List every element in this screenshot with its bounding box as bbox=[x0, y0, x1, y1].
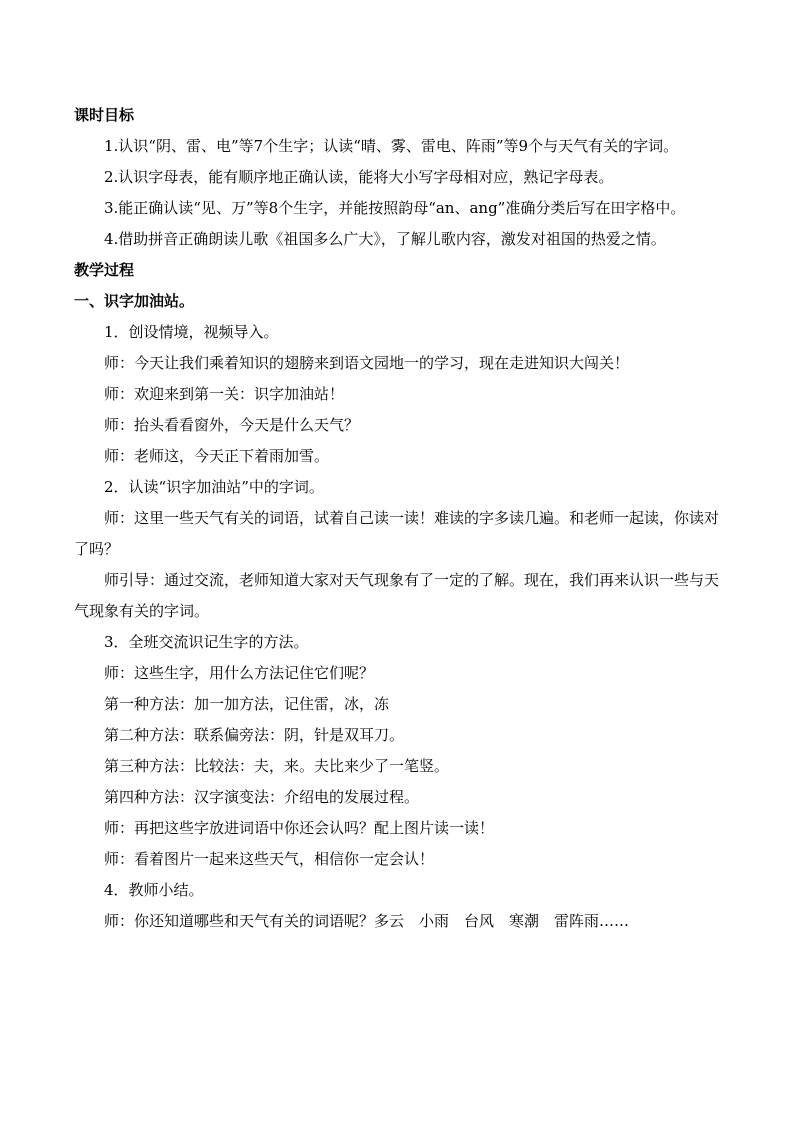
goal-item: 4.借助拼音正确朗读儿歌《祖国多么广大》，了解儿歌内容，激发对祖国的热爱之情。 bbox=[104, 230, 666, 248]
step-line: 师：抬头看看窗外，今天是什么天气？ bbox=[104, 416, 360, 434]
section-title-process: 教学过程 bbox=[74, 261, 135, 279]
step-line: 师：这里一些天气有关的词语，试着自己读一读！难读的字多读几遍。和老师一起读，你读对了吗？ bbox=[74, 509, 720, 558]
document-page bbox=[74, 100, 724, 937]
step-line: 师：再把这些字放进词语中你还会认吗？配上图片读一读！ bbox=[104, 819, 495, 837]
goal-item: 2.认识字母表，能有顺序地正确认读，能将大小写字母相对应，熟记字母表。 bbox=[104, 168, 614, 186]
step-line: 师：看着图片一起来这些天气，相信你一定会认！ bbox=[104, 850, 435, 868]
step-line: 师引导：通过交流，老师知道大家对天气现象有了一定的了解。现在，我们再来认识一些与天气现象有关的字词。 bbox=[74, 571, 720, 620]
step-line: 师：你还知道哪些和天气有关的词语呢？多云 小雨 台风 寒潮 雷阵雨…… bbox=[104, 912, 630, 930]
step-line: 第一种方法：加一加方法，记住雷，冰，冻 bbox=[104, 695, 390, 713]
step-line: 第二种方法：联系偏旁法：阴，针是双耳刀。 bbox=[104, 726, 405, 744]
step-line: 师：今天让我们乘着知识的翅膀来到语文园地一的学习，现在走进知识大闯关！ bbox=[104, 354, 630, 372]
goal-item: 3.能正确认读“见、万”等8个生字，并能按照韵母“an、ang”准确分类后写在田字格中。 bbox=[104, 199, 686, 217]
step-line: 第四种方法：汉字演变法：介绍电的发展过程。 bbox=[104, 788, 420, 806]
step-line: 2．认读“识字加油站”中的字词。 bbox=[104, 478, 324, 496]
step-line: 1．创设情境，视频导入。 bbox=[104, 323, 279, 341]
step-line: 第三种方法：比较法：夫，来。夫比来少了一笔竖。 bbox=[104, 757, 450, 775]
step-line: 3．全班交流识记生字的方法。 bbox=[104, 633, 309, 651]
step-line: 师：欢迎来到第一关：识字加油站！ bbox=[104, 385, 345, 403]
step-line: 4．教师小结。 bbox=[104, 881, 204, 899]
part-title: 一、识字加油站。 bbox=[74, 292, 195, 310]
step-line: 师：老师这，今天正下着雨加雪。 bbox=[104, 447, 330, 465]
step-line: 师：这些生字，用什么方法记住它们呢？ bbox=[104, 664, 375, 682]
section-title-goals: 课时目标 bbox=[74, 106, 135, 124]
goal-item: 1.认识“阴、雷、电”等7个生字；认读“晴、雾、雷电、阵雨”等9个与天气有关的字词。 bbox=[104, 137, 679, 155]
